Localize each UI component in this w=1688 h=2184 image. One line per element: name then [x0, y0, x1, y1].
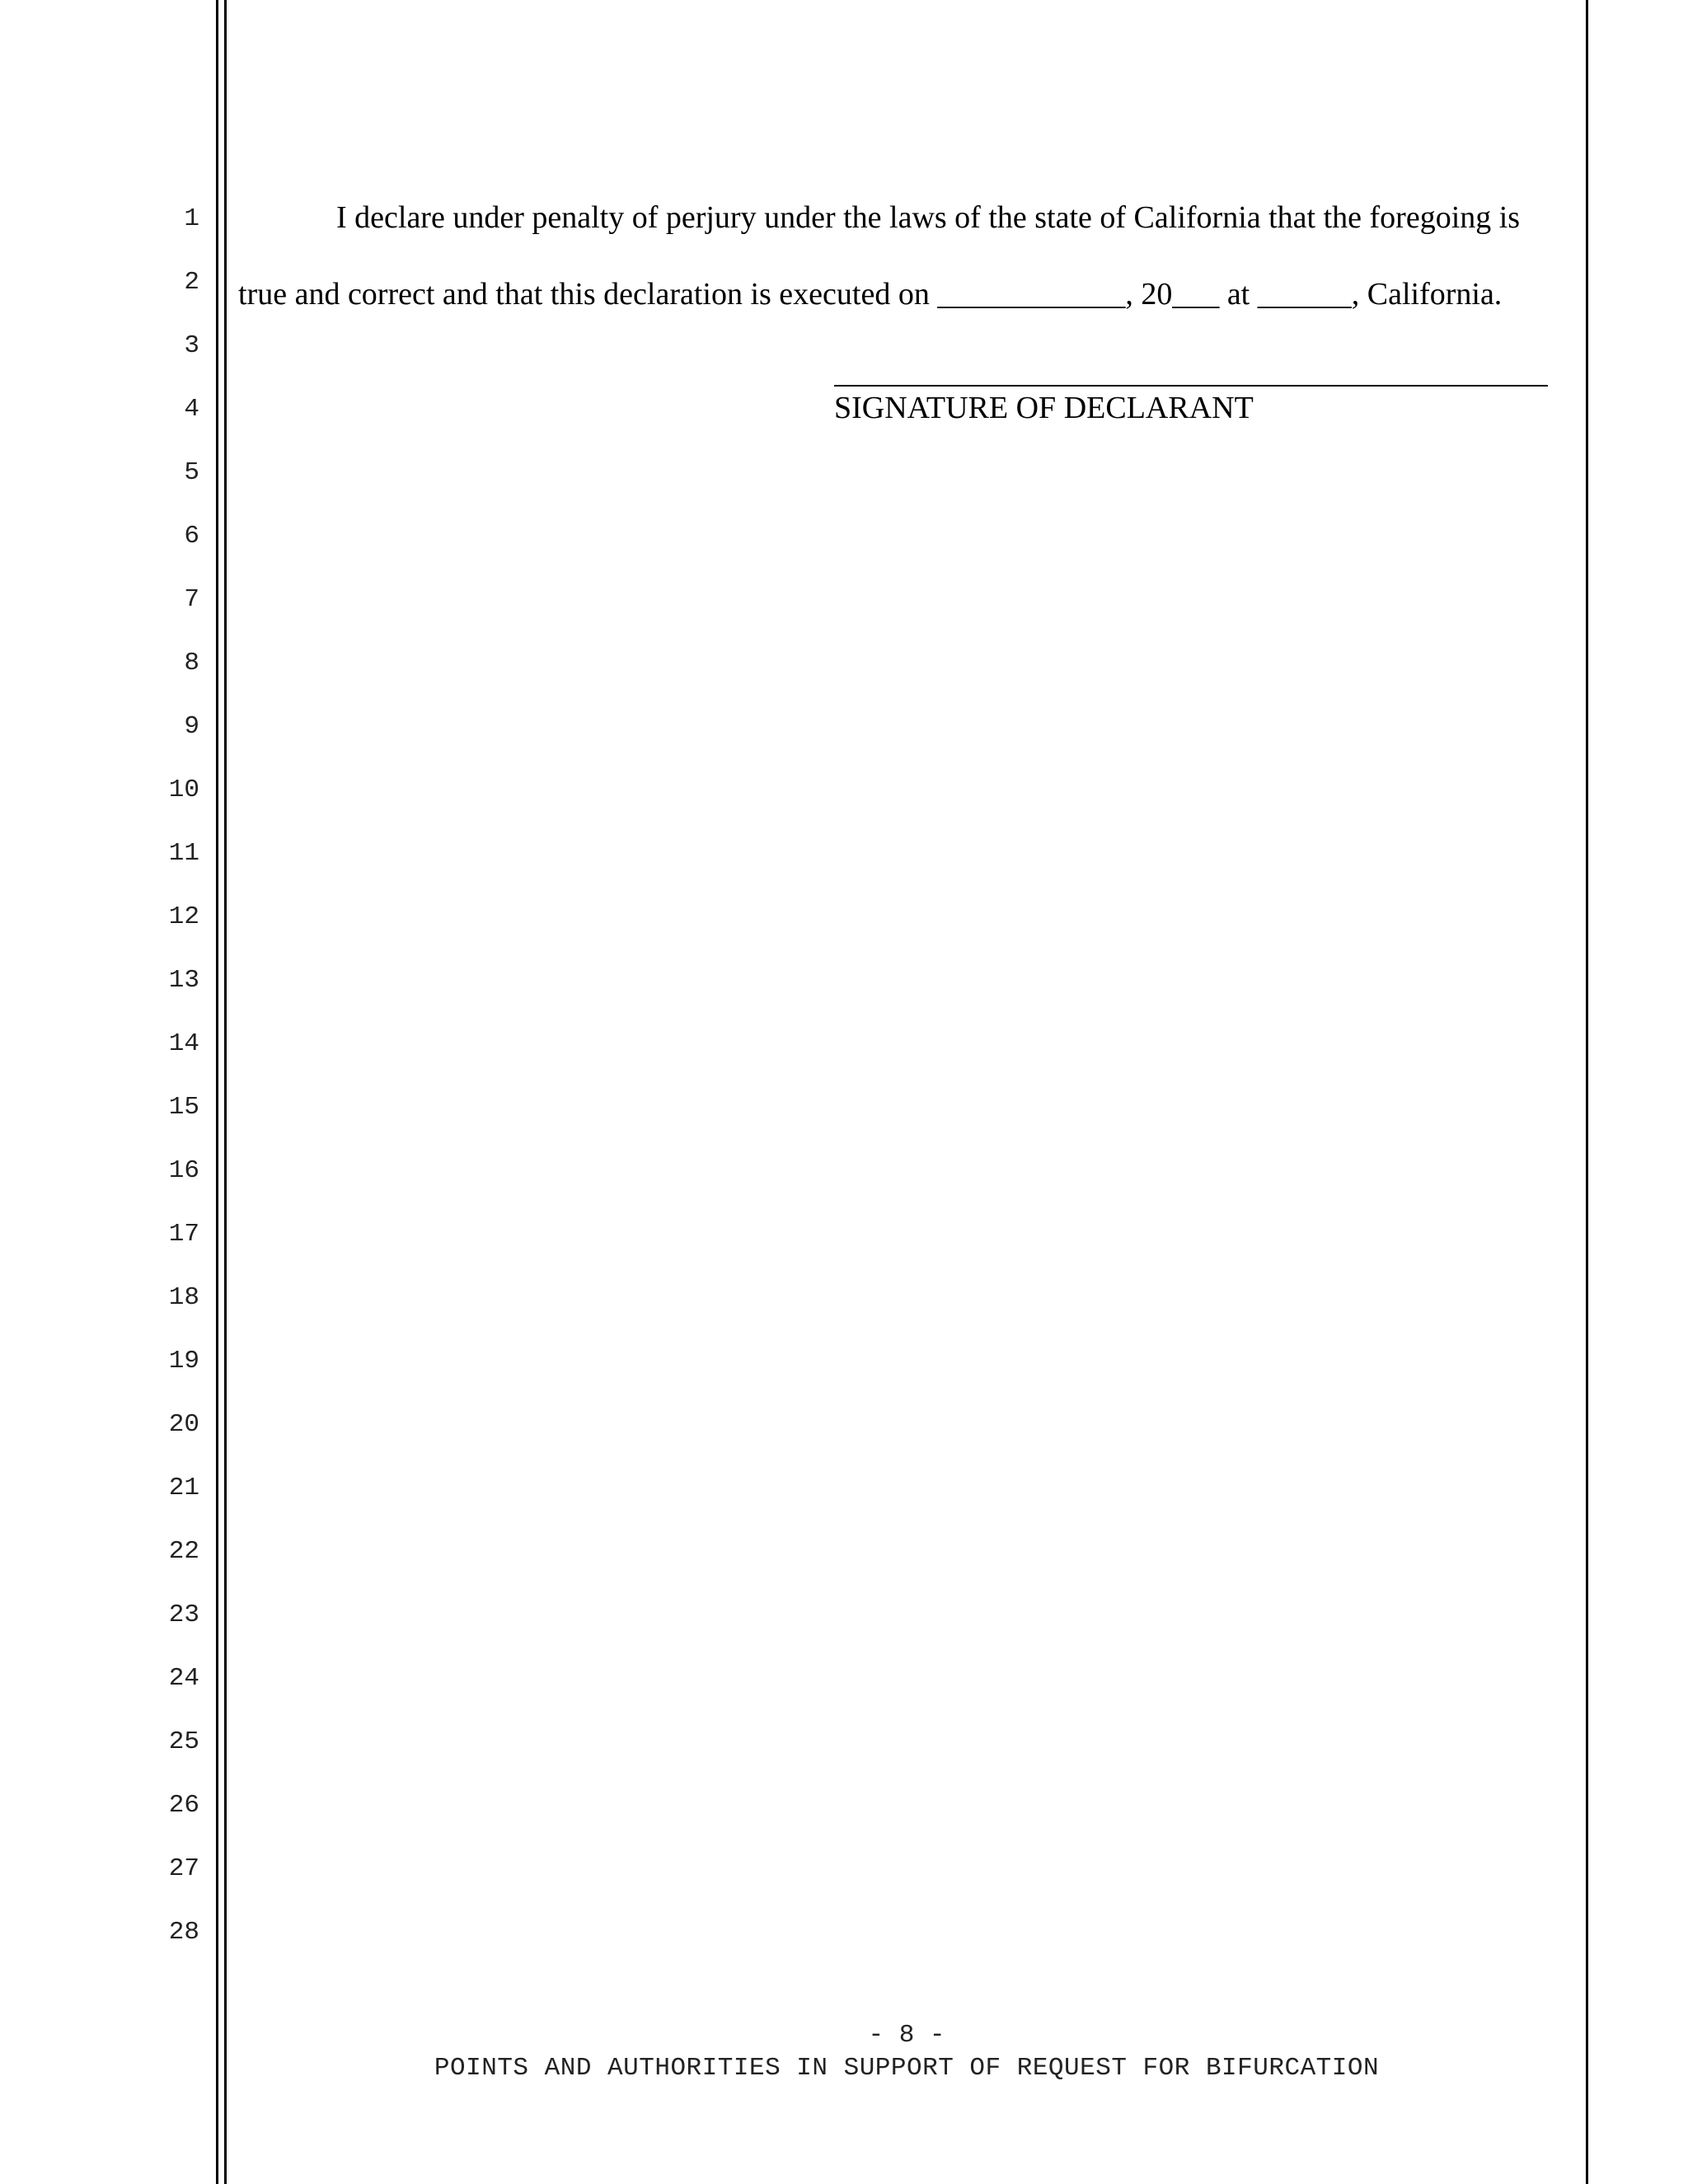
signature-line	[834, 385, 1548, 387]
line-number: 8	[184, 649, 199, 677]
signature-label: SIGNATURE OF DECLARANT	[834, 391, 1254, 425]
left-margin-rule-inner	[224, 0, 227, 2184]
line-number: 26	[168, 1791, 199, 1820]
line-number: 25	[168, 1727, 199, 1756]
declaration-line-1: I declare under penalty of perjury under the laws of the state of California that the foregoing is	[336, 200, 1521, 235]
line-number: 16	[168, 1156, 199, 1185]
line-number: 10	[168, 776, 199, 804]
line-number: 27	[168, 1854, 199, 1883]
line-number: 15	[168, 1093, 199, 1122]
line-number-column	[124, 0, 199, 2184]
line-number: 6	[184, 522, 199, 551]
line-number: 2	[184, 268, 199, 297]
footer-title: POINTS AND AUTHORITIES IN SUPPORT OF REQUEST FOR BIFURCATION	[434, 2054, 1380, 2083]
line-number: 1	[184, 204, 199, 233]
line-number: 22	[168, 1537, 199, 1566]
line-number: 18	[168, 1283, 199, 1312]
line-number: 21	[168, 1474, 199, 1502]
line-number: 11	[168, 839, 199, 868]
line-number: 28	[168, 1918, 199, 1947]
line-number: 14	[168, 1029, 199, 1058]
line-number: 23	[168, 1601, 199, 1629]
page-number: - 8 -	[868, 2021, 945, 2050]
right-margin-rule	[1586, 0, 1588, 2184]
left-margin-rule-outer	[216, 0, 218, 2184]
line-number: 9	[184, 712, 199, 741]
line-number: 19	[168, 1347, 199, 1376]
line-number: 5	[184, 458, 199, 487]
line-number: 12	[168, 902, 199, 931]
declaration-line-2: true and correct and that this declaration is executed on ____________, 20___ at ______, California.	[238, 277, 1503, 312]
line-number: 17	[168, 1220, 199, 1249]
line-number: 13	[168, 966, 199, 995]
line-number: 3	[184, 331, 199, 360]
line-number: 7	[184, 585, 199, 614]
line-number: 24	[168, 1664, 199, 1693]
line-number: 4	[184, 395, 199, 424]
line-number: 20	[168, 1410, 199, 1439]
